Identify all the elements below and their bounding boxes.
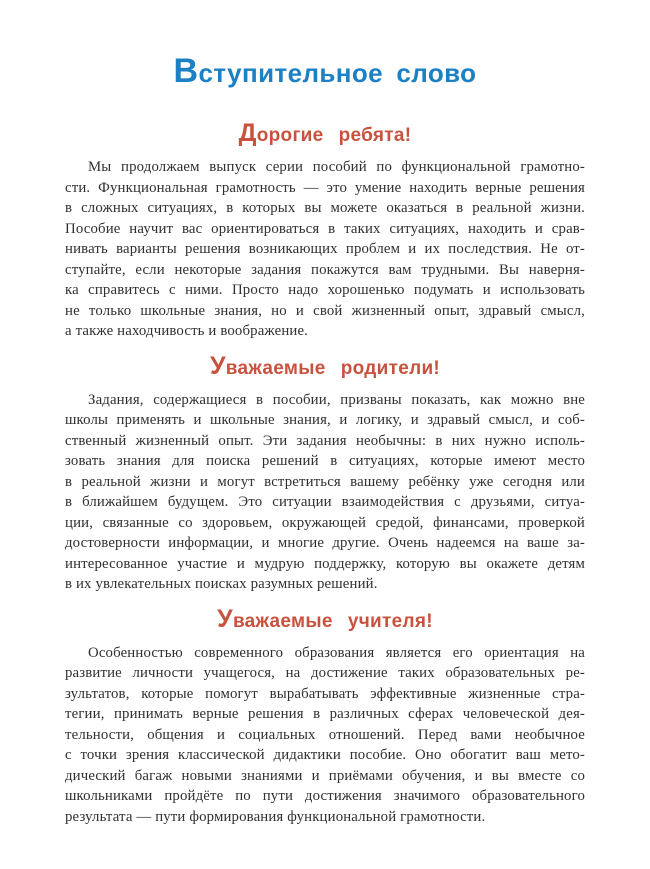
text-line: ственный жизненный опыт. Эти задания необычны: в них нужно исполь- <box>65 432 585 449</box>
text-line: дический багаж новыми знаниями и приёмами обучения, и вы вместе со <box>65 767 585 784</box>
page-title: Вступительное слово <box>173 52 477 90</box>
page-content <box>65 120 585 827</box>
section <box>65 606 585 828</box>
text-line: тельности, общения и социальных отношений. Перед вами необычное <box>65 726 585 743</box>
text-line: не только школьные знания, но и свой жизненный опыт, здравый смысл, <box>65 302 585 319</box>
text-line: а также находчивость и воображение. <box>65 323 309 339</box>
text-line: Пособие научит вас ориентироваться в таких ситуациях, находить и срав- <box>65 220 585 237</box>
text-line: в сложных ситуациях, в которых вы можете оказаться в реальной жизни. <box>65 200 585 216</box>
text-line: ка справитесь с ними. Просто надо хорошенько подумать и использовать <box>65 282 585 298</box>
text-line: тегии, принимать верные решения в различных сферах человеческой дея- <box>65 706 585 722</box>
text-line: Мы продолжаем выпуск серии пособий по функциональной грамотно- <box>88 159 585 175</box>
text-line: зовать знания для поиска решений в ситуациях, которые имеют место <box>65 453 585 469</box>
section <box>65 353 585 595</box>
text-line: ции, связанные со здоровьем, окружающей средой, финансами, проверкой <box>65 514 585 531</box>
text-line: развитие личности учащегося, на достижение таких образовательных ре- <box>65 665 585 681</box>
text-line: Особенностью современного образования является его ориентация на <box>88 644 585 661</box>
text-line: Задания, содержащиеся в пособии, призваны показать, как можно вне <box>88 391 585 408</box>
section-heading: Дорогие ребята! <box>238 119 412 147</box>
text-line: нивать варианты решения возникающих проблем и их последствия. Не от- <box>65 241 585 257</box>
text-line: с точки зрения классической дидактики пособие. Оно обогатит ваш мето- <box>65 747 585 763</box>
text-line: результата — пути формирования функциональной грамотности. <box>65 808 486 825</box>
paragraph <box>65 643 585 828</box>
text-line: школы применять и школьные знания, и логику, и здравый смысл, и соб- <box>65 412 585 428</box>
section <box>65 120 585 342</box>
text-line: сти. Функциональная грамотность — это умение находить верные решения <box>65 179 585 196</box>
section-heading: Уважаемые родители! <box>209 351 441 380</box>
text-line: ступайте, если некоторые задания покажутся вам трудными. Вы наверня- <box>65 261 585 278</box>
text-line: достоверности информации, и многие другие. Очень надеемся на ваше за- <box>65 535 585 551</box>
text-line: школьниками пройдёте по пути достижения значимого образовательного <box>65 788 585 804</box>
section-heading: Уважаемые учителя! <box>217 604 433 633</box>
text-line: зультатов, которые помогут вырабатывать эффективные жизненные стра- <box>65 685 585 702</box>
paragraph <box>65 390 585 595</box>
text-line: интересованное участие и мудрую поддержку, которую вы окажете детям <box>65 555 585 572</box>
text-line: в их увлекательных поисках разумных решений. <box>65 576 378 592</box>
text-line: в реальной жизни и могут встретиться вашему ребёнку уже сегодня или <box>65 473 585 490</box>
paragraph <box>65 157 585 342</box>
text-line: в ближайшем будущем. Это ситуации взаимодействия с друзьями, ситуа- <box>65 494 585 510</box>
